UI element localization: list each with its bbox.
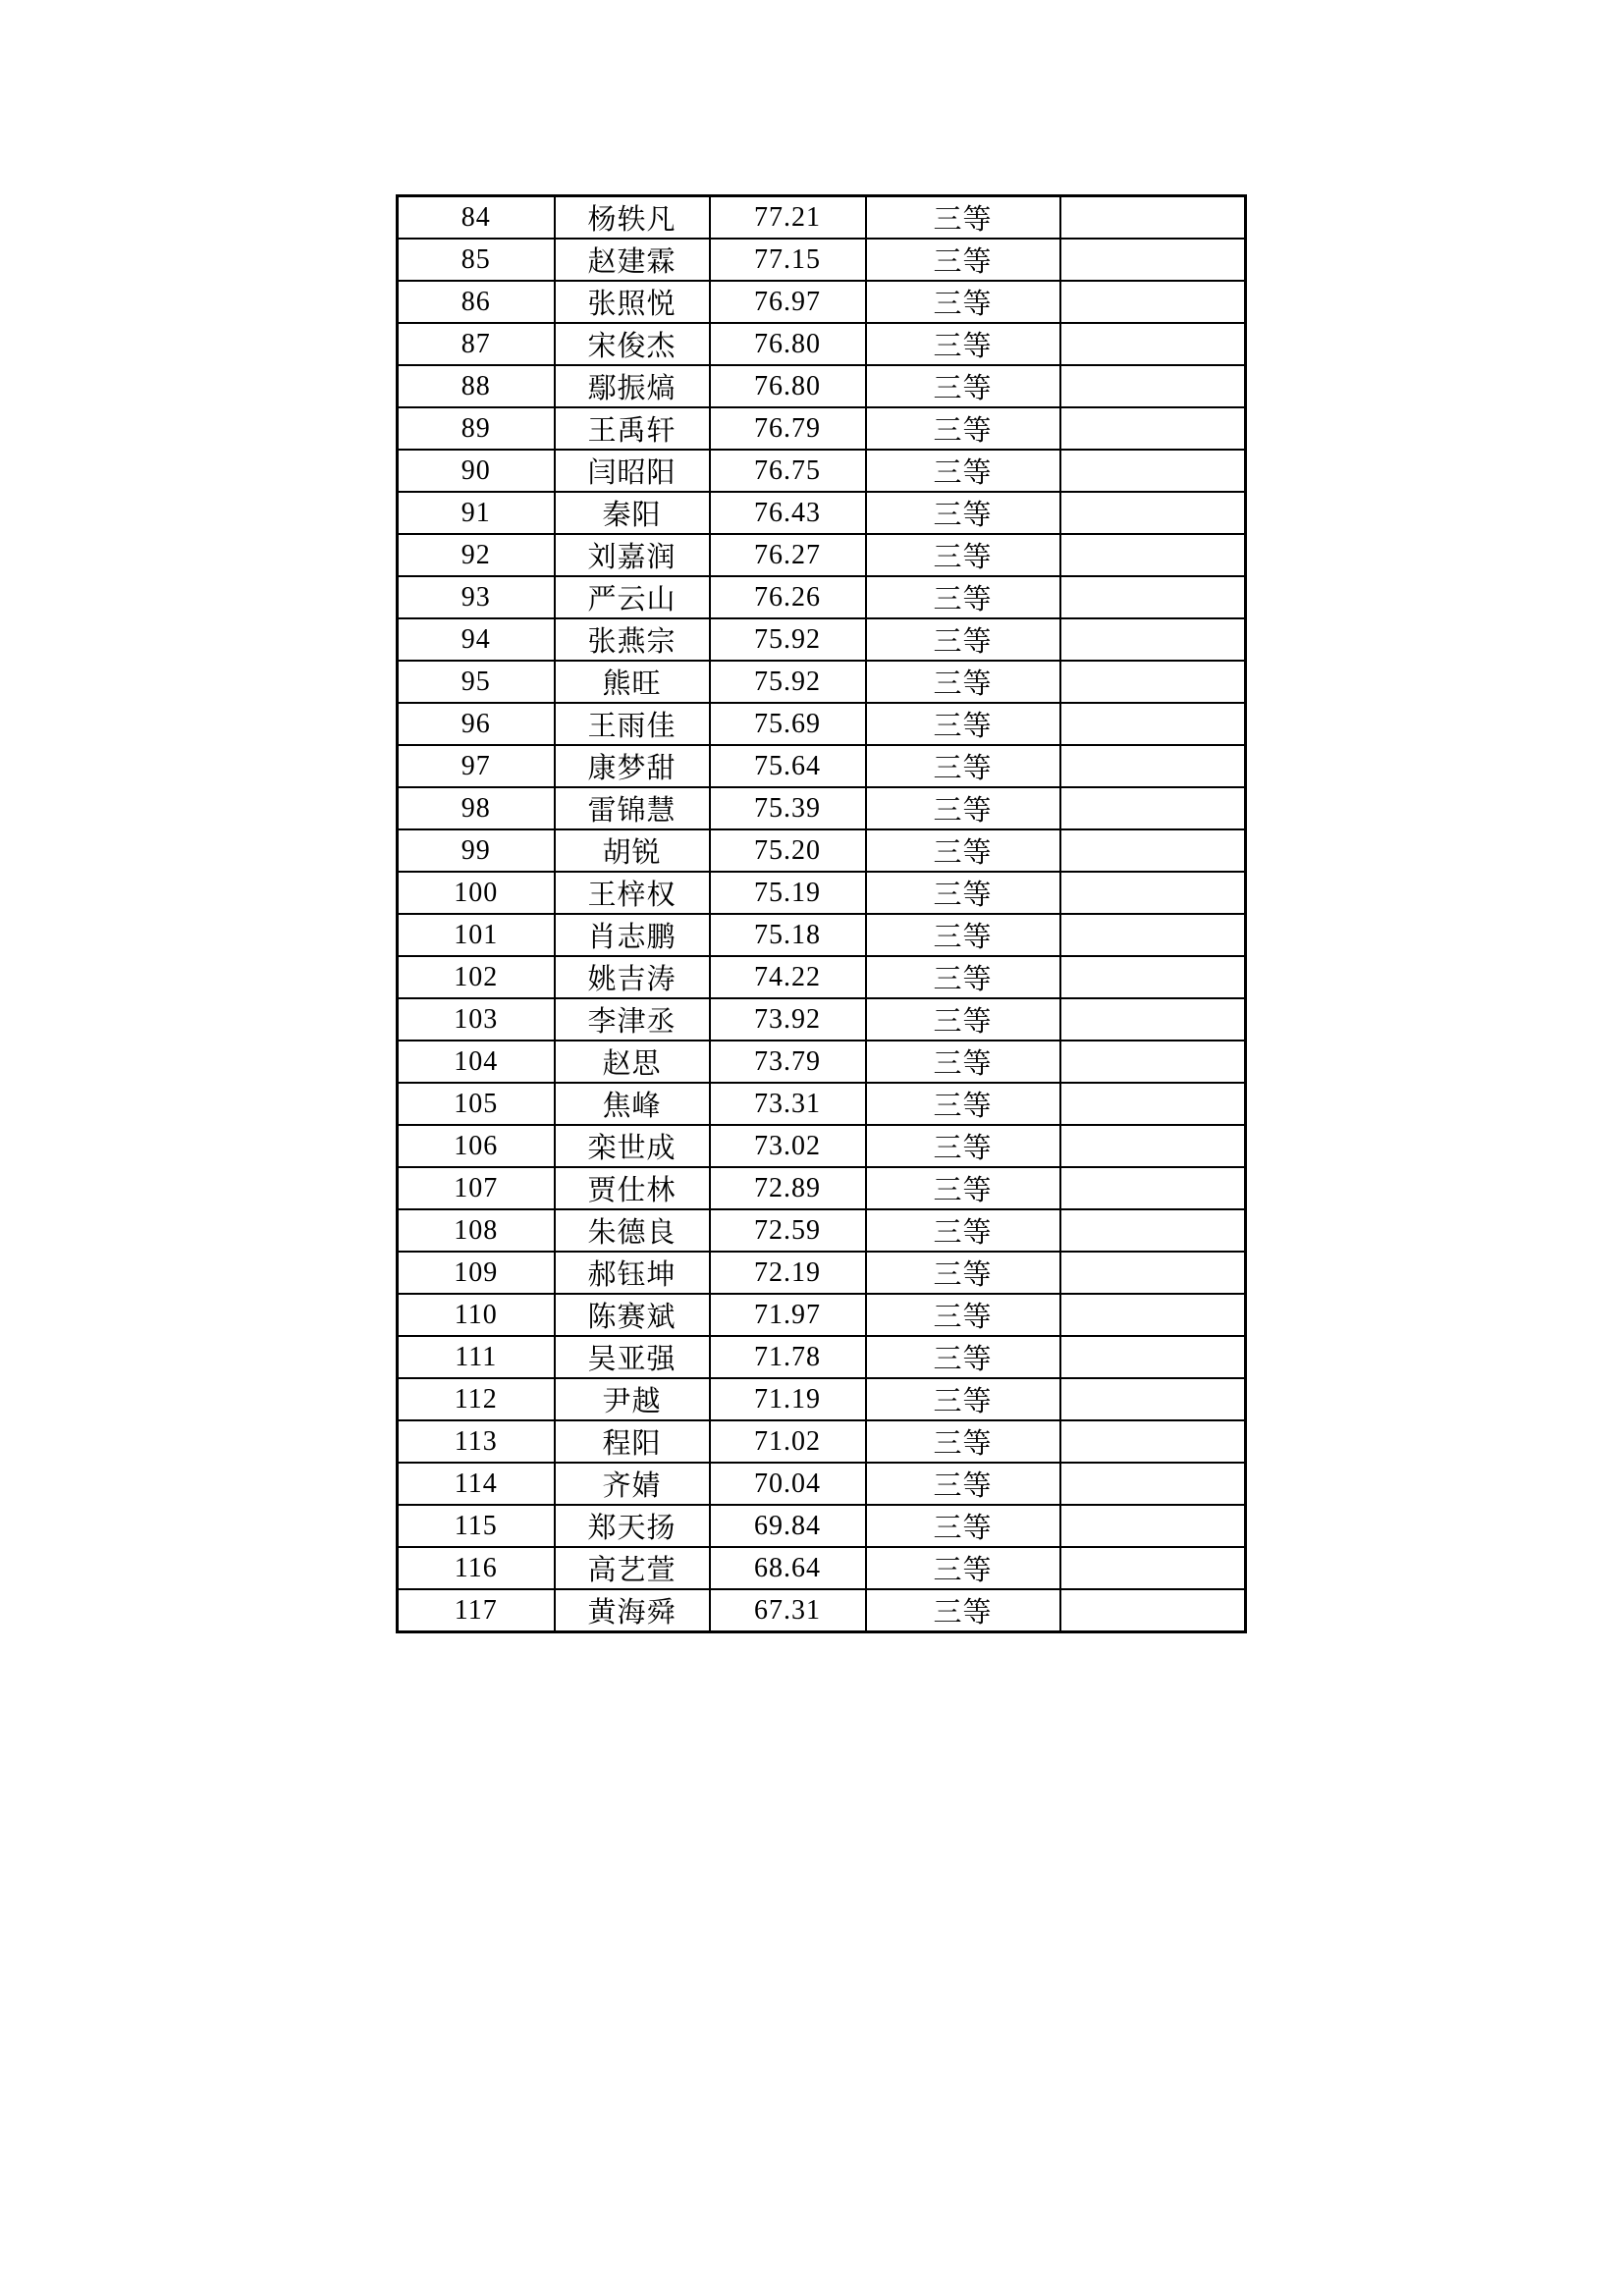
name-cell: 鄢振熇 (555, 365, 710, 407)
notes-cell (1060, 576, 1246, 618)
grade-cell: 三等 (866, 450, 1060, 492)
name-cell: 赵建霖 (555, 239, 710, 281)
name-cell: 康梦甜 (555, 745, 710, 787)
grade-cell: 三等 (866, 1589, 1060, 1632)
rank-cell: 107 (398, 1167, 555, 1209)
name-cell: 尹越 (555, 1378, 710, 1420)
name-cell: 宋俊杰 (555, 323, 710, 365)
notes-cell (1060, 450, 1246, 492)
notes-cell (1060, 1420, 1246, 1463)
name-cell: 肖志鹏 (555, 914, 710, 956)
notes-cell (1060, 829, 1246, 872)
notes-cell (1060, 1125, 1246, 1167)
table-row (398, 1294, 1246, 1336)
name-cell: 杨轶凡 (555, 196, 710, 240)
rank-cell: 117 (398, 1589, 555, 1632)
table-row (398, 1420, 1246, 1463)
table-row (398, 1463, 1246, 1505)
score-cell: 70.04 (710, 1463, 866, 1505)
notes-cell (1060, 872, 1246, 914)
grade-cell: 三等 (866, 956, 1060, 998)
notes-cell (1060, 1505, 1246, 1547)
notes-cell (1060, 492, 1246, 534)
name-cell: 程阳 (555, 1420, 710, 1463)
rank-cell: 100 (398, 872, 555, 914)
rank-cell: 104 (398, 1041, 555, 1083)
name-cell: 严云山 (555, 576, 710, 618)
notes-cell (1060, 534, 1246, 576)
name-cell: 李津丞 (555, 998, 710, 1041)
notes-cell (1060, 1589, 1246, 1632)
grade-cell: 三等 (866, 829, 1060, 872)
name-cell: 雷锦慧 (555, 787, 710, 829)
table-row (398, 914, 1246, 956)
name-cell: 齐婧 (555, 1463, 710, 1505)
score-cell: 71.97 (710, 1294, 866, 1336)
name-cell: 姚吉涛 (555, 956, 710, 998)
rank-cell: 111 (398, 1336, 555, 1378)
rank-cell: 108 (398, 1209, 555, 1252)
rank-cell: 89 (398, 407, 555, 450)
rank-cell: 97 (398, 745, 555, 787)
rank-cell: 92 (398, 534, 555, 576)
name-cell: 栾世成 (555, 1125, 710, 1167)
table-row (398, 239, 1246, 281)
name-cell: 赵思 (555, 1041, 710, 1083)
name-cell: 陈赛斌 (555, 1294, 710, 1336)
table-row (398, 323, 1246, 365)
rank-cell: 99 (398, 829, 555, 872)
rank-cell: 115 (398, 1505, 555, 1547)
score-cell: 72.89 (710, 1167, 866, 1209)
table-row (398, 1125, 1246, 1167)
score-cell: 73.31 (710, 1083, 866, 1125)
score-cell: 71.02 (710, 1420, 866, 1463)
grade-cell: 三等 (866, 1252, 1060, 1294)
score-cell: 73.79 (710, 1041, 866, 1083)
rank-cell: 84 (398, 196, 555, 240)
notes-cell (1060, 661, 1246, 703)
name-cell: 闫昭阳 (555, 450, 710, 492)
notes-cell (1060, 239, 1246, 281)
grade-cell: 三等 (866, 1336, 1060, 1378)
rank-cell: 105 (398, 1083, 555, 1125)
notes-cell (1060, 407, 1246, 450)
score-cell: 75.69 (710, 703, 866, 745)
score-cell: 77.21 (710, 196, 866, 240)
grade-cell: 三等 (866, 534, 1060, 576)
notes-cell (1060, 1167, 1246, 1209)
rank-cell: 103 (398, 998, 555, 1041)
rank-cell: 112 (398, 1378, 555, 1420)
table-row (398, 576, 1246, 618)
grade-cell: 三等 (866, 196, 1060, 240)
grade-cell: 三等 (866, 407, 1060, 450)
name-cell: 郝钰坤 (555, 1252, 710, 1294)
rank-cell: 93 (398, 576, 555, 618)
notes-cell (1060, 998, 1246, 1041)
notes-cell (1060, 1378, 1246, 1420)
grade-cell: 三等 (866, 1294, 1060, 1336)
rank-cell: 87 (398, 323, 555, 365)
name-cell: 秦阳 (555, 492, 710, 534)
grade-cell: 三等 (866, 1209, 1060, 1252)
table-row (398, 1167, 1246, 1209)
rank-cell: 91 (398, 492, 555, 534)
score-cell: 73.92 (710, 998, 866, 1041)
score-cell: 77.15 (710, 239, 866, 281)
rank-cell: 88 (398, 365, 555, 407)
rank-cell: 114 (398, 1463, 555, 1505)
rank-cell: 85 (398, 239, 555, 281)
name-cell: 胡锐 (555, 829, 710, 872)
grade-cell: 三等 (866, 1420, 1060, 1463)
table-row (398, 196, 1246, 240)
table-row (398, 1252, 1246, 1294)
table-row (398, 998, 1246, 1041)
score-cell: 71.19 (710, 1378, 866, 1420)
score-cell: 69.84 (710, 1505, 866, 1547)
table-row (398, 787, 1246, 829)
rank-cell: 95 (398, 661, 555, 703)
notes-cell (1060, 787, 1246, 829)
name-cell: 郑天扬 (555, 1505, 710, 1547)
grade-cell: 三等 (866, 1167, 1060, 1209)
score-cell: 75.64 (710, 745, 866, 787)
name-cell: 张照悦 (555, 281, 710, 323)
name-cell: 朱德良 (555, 1209, 710, 1252)
name-cell: 黄海舜 (555, 1589, 710, 1632)
name-cell: 熊旺 (555, 661, 710, 703)
grade-cell: 三等 (866, 1547, 1060, 1589)
grade-cell: 三等 (866, 365, 1060, 407)
table-row (398, 872, 1246, 914)
score-cell: 76.80 (710, 323, 866, 365)
grade-cell: 三等 (866, 1125, 1060, 1167)
table-row (398, 1041, 1246, 1083)
notes-cell (1060, 323, 1246, 365)
rank-cell: 90 (398, 450, 555, 492)
score-cell: 76.27 (710, 534, 866, 576)
table-row (398, 281, 1246, 323)
grade-cell: 三等 (866, 998, 1060, 1041)
grade-cell: 三等 (866, 914, 1060, 956)
score-table-body (398, 196, 1246, 1632)
rank-cell: 106 (398, 1125, 555, 1167)
rank-cell: 102 (398, 956, 555, 998)
name-cell: 王梓权 (555, 872, 710, 914)
table-row (398, 956, 1246, 998)
score-cell: 76.97 (710, 281, 866, 323)
table-row (398, 1589, 1246, 1632)
score-cell: 75.20 (710, 829, 866, 872)
table-row (398, 450, 1246, 492)
grade-cell: 三等 (866, 618, 1060, 661)
notes-cell (1060, 956, 1246, 998)
table-row (398, 534, 1246, 576)
notes-cell (1060, 1463, 1246, 1505)
notes-cell (1060, 196, 1246, 240)
score-cell: 76.75 (710, 450, 866, 492)
grade-cell: 三等 (866, 239, 1060, 281)
rank-cell: 113 (398, 1420, 555, 1463)
name-cell: 吴亚强 (555, 1336, 710, 1378)
notes-cell (1060, 914, 1246, 956)
table-row (398, 1547, 1246, 1589)
score-cell: 76.43 (710, 492, 866, 534)
notes-cell (1060, 703, 1246, 745)
notes-cell (1060, 1041, 1246, 1083)
score-cell: 76.80 (710, 365, 866, 407)
grade-cell: 三等 (866, 787, 1060, 829)
score-cell: 67.31 (710, 1589, 866, 1632)
table-row (398, 1083, 1246, 1125)
name-cell: 王雨佳 (555, 703, 710, 745)
table-row (398, 745, 1246, 787)
table-row (398, 1336, 1246, 1378)
name-cell: 刘嘉润 (555, 534, 710, 576)
grade-cell: 三等 (866, 576, 1060, 618)
rank-cell: 98 (398, 787, 555, 829)
notes-cell (1060, 1083, 1246, 1125)
grade-cell: 三等 (866, 745, 1060, 787)
rank-cell: 109 (398, 1252, 555, 1294)
score-cell: 71.78 (710, 1336, 866, 1378)
score-cell: 76.26 (710, 576, 866, 618)
score-cell: 75.18 (710, 914, 866, 956)
notes-cell (1060, 281, 1246, 323)
grade-cell: 三等 (866, 1463, 1060, 1505)
grade-cell: 三等 (866, 1083, 1060, 1125)
grade-cell: 三等 (866, 872, 1060, 914)
table-row (398, 703, 1246, 745)
grade-cell: 三等 (866, 492, 1060, 534)
score-cell: 74.22 (710, 956, 866, 998)
grade-cell: 三等 (866, 323, 1060, 365)
name-cell: 张燕宗 (555, 618, 710, 661)
rank-cell: 86 (398, 281, 555, 323)
score-cell: 75.92 (710, 661, 866, 703)
rank-cell: 110 (398, 1294, 555, 1336)
score-cell: 75.19 (710, 872, 866, 914)
notes-cell (1060, 365, 1246, 407)
name-cell: 王禹轩 (555, 407, 710, 450)
table-row (398, 618, 1246, 661)
score-cell: 75.92 (710, 618, 866, 661)
table-row (398, 407, 1246, 450)
name-cell: 焦峰 (555, 1083, 710, 1125)
score-cell: 76.79 (710, 407, 866, 450)
grade-cell: 三等 (866, 1505, 1060, 1547)
grade-cell: 三等 (866, 1378, 1060, 1420)
grade-cell: 三等 (866, 1041, 1060, 1083)
rank-cell: 116 (398, 1547, 555, 1589)
table-row (398, 1505, 1246, 1547)
rank-cell: 96 (398, 703, 555, 745)
name-cell: 高艺萱 (555, 1547, 710, 1589)
notes-cell (1060, 1294, 1246, 1336)
score-cell: 73.02 (710, 1125, 866, 1167)
notes-cell (1060, 745, 1246, 787)
notes-cell (1060, 1252, 1246, 1294)
grade-cell: 三等 (866, 281, 1060, 323)
score-cell: 72.19 (710, 1252, 866, 1294)
table-row (398, 1378, 1246, 1420)
table-row (398, 829, 1246, 872)
score-cell: 72.59 (710, 1209, 866, 1252)
name-cell: 贾仕林 (555, 1167, 710, 1209)
score-cell: 75.39 (710, 787, 866, 829)
rank-cell: 101 (398, 914, 555, 956)
table-row (398, 1209, 1246, 1252)
notes-cell (1060, 1547, 1246, 1589)
grade-cell: 三等 (866, 703, 1060, 745)
notes-cell (1060, 1209, 1246, 1252)
rank-cell: 94 (398, 618, 555, 661)
grade-cell: 三等 (866, 661, 1060, 703)
table-row (398, 365, 1246, 407)
score-cell: 68.64 (710, 1547, 866, 1589)
notes-cell (1060, 618, 1246, 661)
notes-cell (1060, 1336, 1246, 1378)
score-table (396, 194, 1247, 1633)
table-row (398, 661, 1246, 703)
table-row (398, 492, 1246, 534)
